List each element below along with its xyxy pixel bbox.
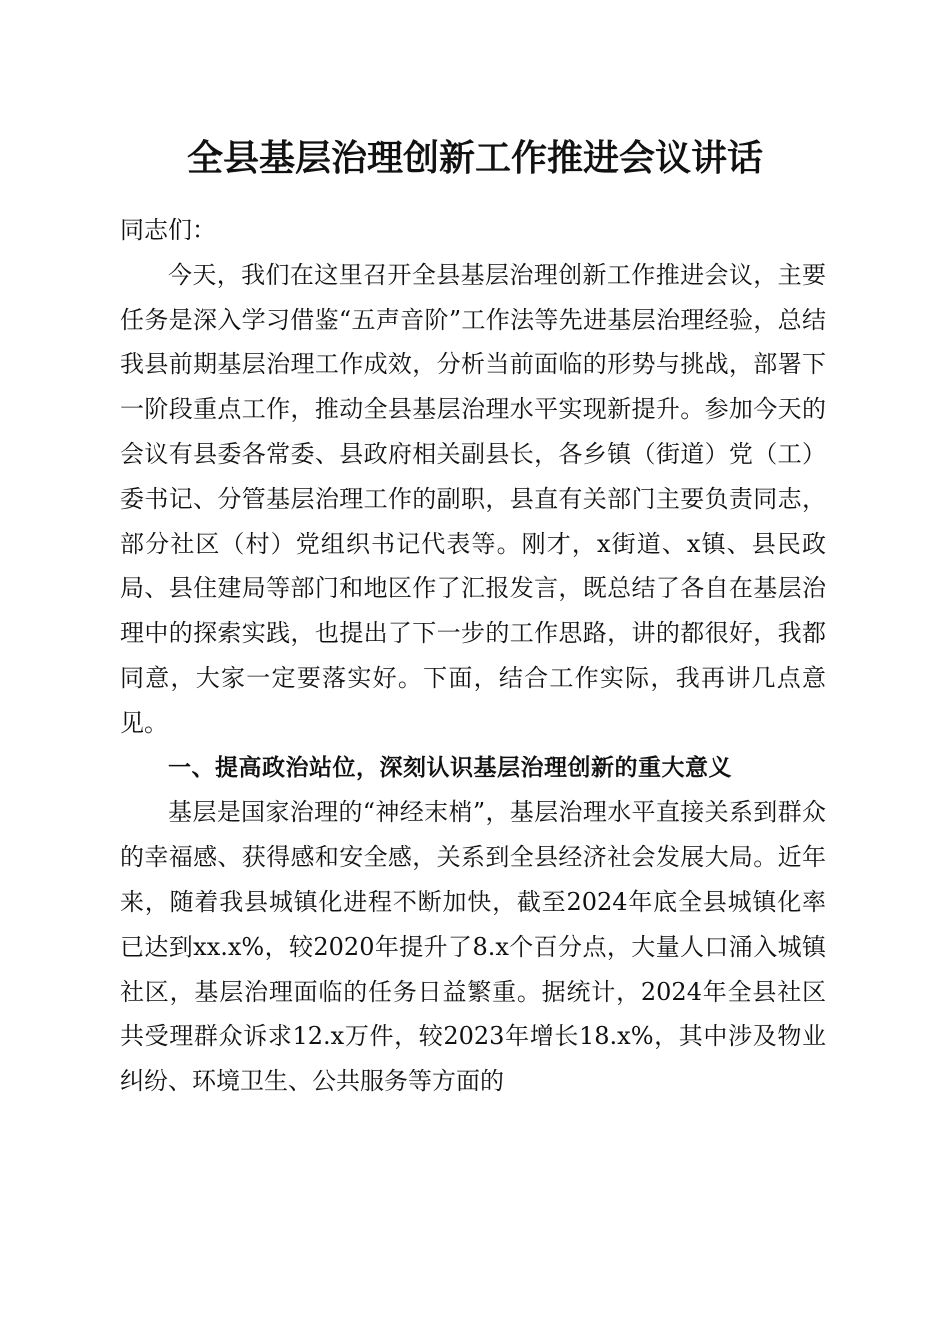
document-title: 全县基层治理创新工作推进会议讲话 (186, 138, 763, 179)
paragraph: 基层是国家治理的“神经末梢”，基层治理水平直接关系到群众的幸福感、获得感和安全感，关系到全县经济社会发展大局。近年来，随着我县城镇化进程不断加快，截至2024年底全县城镇化率已达到xx.x%，较2020年提升了8.x个百分点，大量人口涌入城镇社区，基层治理面临的任务日益繁重。据统计，2024年全县社区共受理群众诉求12.x万件，较2023年增长18.x%，其中涉及物业纠纷、环境卫生、公共服务等方面的 (120, 798, 826, 1096)
document-body (120, 208, 826, 1104)
section-heading: 一、提高政治站位，深刻认识基层治理创新的重大意义 (168, 754, 732, 781)
salutation: 同志们： (120, 216, 216, 244)
paragraph: 今天，我们在这里召开全县基层治理创新工作推进会议，主要任务是深入学习借鉴“五声音阶”工作法等先进基层治理经验，总结我县前期基层治理工作成效，分析当前面临的形势与挑战，部署下一阶段重点工作，推动全县基层治理水平实现新提升。参加今天的会议有县委各常委、县政府相关副县长，各乡镇（街道）党（工）委书记、分管基层治理工作的副职，县直有关部门主要负责同志，部分社区（村）党组织书记代表等。刚才，x街道、x镇、县民政局、县住建局等部门和地区作了汇报发言，既总结了各自在基层治理中的探索实践，也提出了下一步的工作思路，讲的都很好，我都同意，大家一定要落实好。下面，结合工作实际，我再讲几点意见。 (120, 260, 826, 737)
